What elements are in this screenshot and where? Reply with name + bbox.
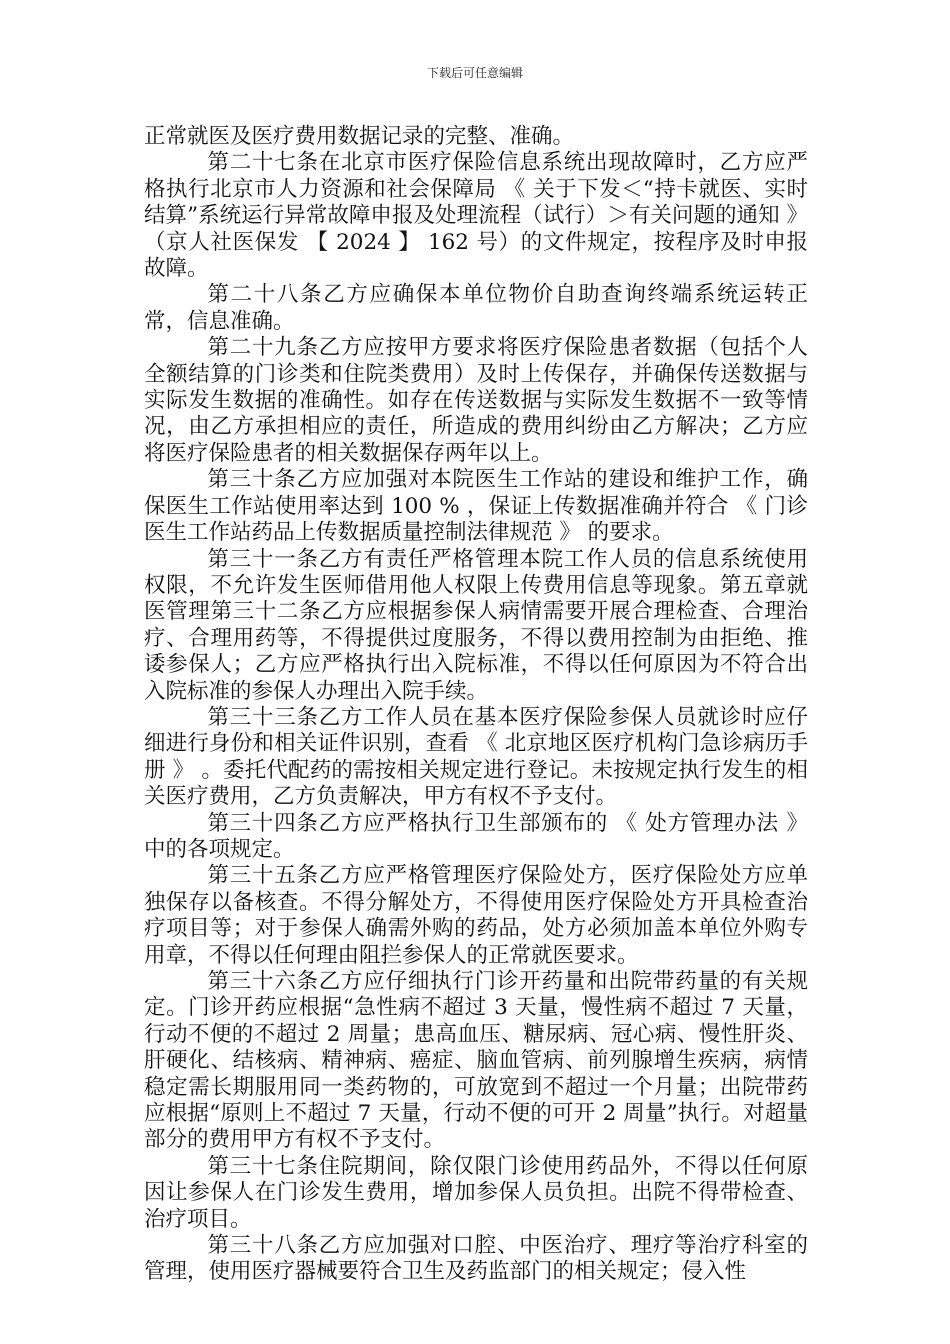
paragraph-article-34: 第三十四条乙方应严格执行卫生部颁布的 《 处方管理办法 》 中的各项规定。 [144, 810, 808, 862]
paragraph-continued: 正常就医及医疗费用数据记录的完整、准确。 [144, 124, 575, 149]
paragraph-article-33: 第三十三条乙方工作人员在基本医疗保险参保人员就诊时应仔细进行身份和相关证件识别，查看 《 北京地区医疗机构门急诊病历手册 》 。委托代配药的需按相关规定进行登记。未按规定执行发生的相关医疗费用，乙方负责解决，甲方有权不予支付。 [144, 704, 808, 810]
paragraph-article-37: 第三十七条住院期间，除仅限门诊使用药品外，不得以任何原因让参保人在门诊发生费用，增加参保人员负担。出院不得带检查、治疗项目。 [144, 1153, 808, 1232]
paragraph-article-36: 第三十六条乙方应仔细执行门诊开药量和出院带药量的有关规定。门诊开药应根据“急性病不超过 3 天量，慢性病不超过 7 天量，行动不便的不超过 2 周量；患高血压、糖尿病、冠心病、慢性肝炎、肝硬化、结核病、精神病、癌症、脑血管病、前列腺增生疾病，病情稳定需长期服用同一类药物的，可放宽到不超过一个月量；出院带药应根据“原则上不超过 7 天量，行动不便的可开 2 周量”执行。对超量部分的费用甲方有权不予支付。 [144, 969, 808, 1153]
paragraph-article-28: 第二十八条乙方应确保本单位物价自助查询终端系统运转正常，信息准确。 [144, 282, 808, 334]
paragraph-article-29: 第二十九条乙方应按甲方要求将医疗保险患者数据（包括个人全额结算的门诊类和住院类费用）及时上传保存，并确保传送数据与实际发生数据的准确性。如存在传送数据与实际发生数据不一致等情况，由乙方承担相应的责任，所造成的费用纠纷由乙方解决；乙方应将医疗保险患者的相关数据保存两年以上。 [144, 335, 808, 466]
paragraph-article-31: 第三十一条乙方有责任严格管理本院工作人员的信息系统使用权限，不允许发生医师借用他人权限上传费用信息等现象。第五章就医管理第三十二条乙方应根据参保人病情需要开展合理检查、合理治疗、合理用药等，不得提供过度服务，不得以费用控制为由拒绝、推诿参保人；乙方应严格执行出入院标准，不得以任何原因为不符合出入院标准的参保人办理出入院手续。 [144, 546, 808, 704]
paragraph-article-38: 第三十八条乙方应加强对口腔、中医治疗、理疗等治疗科室的管理，使用医疗器械要符合卫生及药监部门的相关规定；侵入性 [144, 1233, 808, 1285]
paragraph-article-35: 第三十五条乙方应严格管理医疗保险处方，医疗保险处方应单独保存以备核查。不得分解处方，不得使用医疗保险处方开具检查治疗项目等；对于参保人确需外购的药品，处方必须加盖本单位外购专用章，不得以任何理由阻拦参保人的正常就医要求。 [144, 863, 808, 968]
page-header-note: 下载后可任意编辑 [426, 66, 523, 80]
document-body [144, 124, 808, 1286]
paragraph-article-30: 第三十条乙方应加强对本院医生工作站的建设和维护工作，确保医生工作站使用率达到 100 % ，保证上传数据准确并符合 《 门诊医生工作站药品上传数据质量控制法律规范 》 的要求。 [144, 467, 808, 546]
paragraph-article-27: 第二十七条在北京市医疗保险信息系统出现故障时，乙方应严格执行北京市人力资源和社会保障局 《 关于下发＜“持卡就医、实时结算”系统运行异常故障申报及处理流程（试行）＞有关问题的通知 》 （京人社医保发 【 2024 】 162 号）的文件规定，按程序及时申报故障。 [144, 150, 808, 282]
